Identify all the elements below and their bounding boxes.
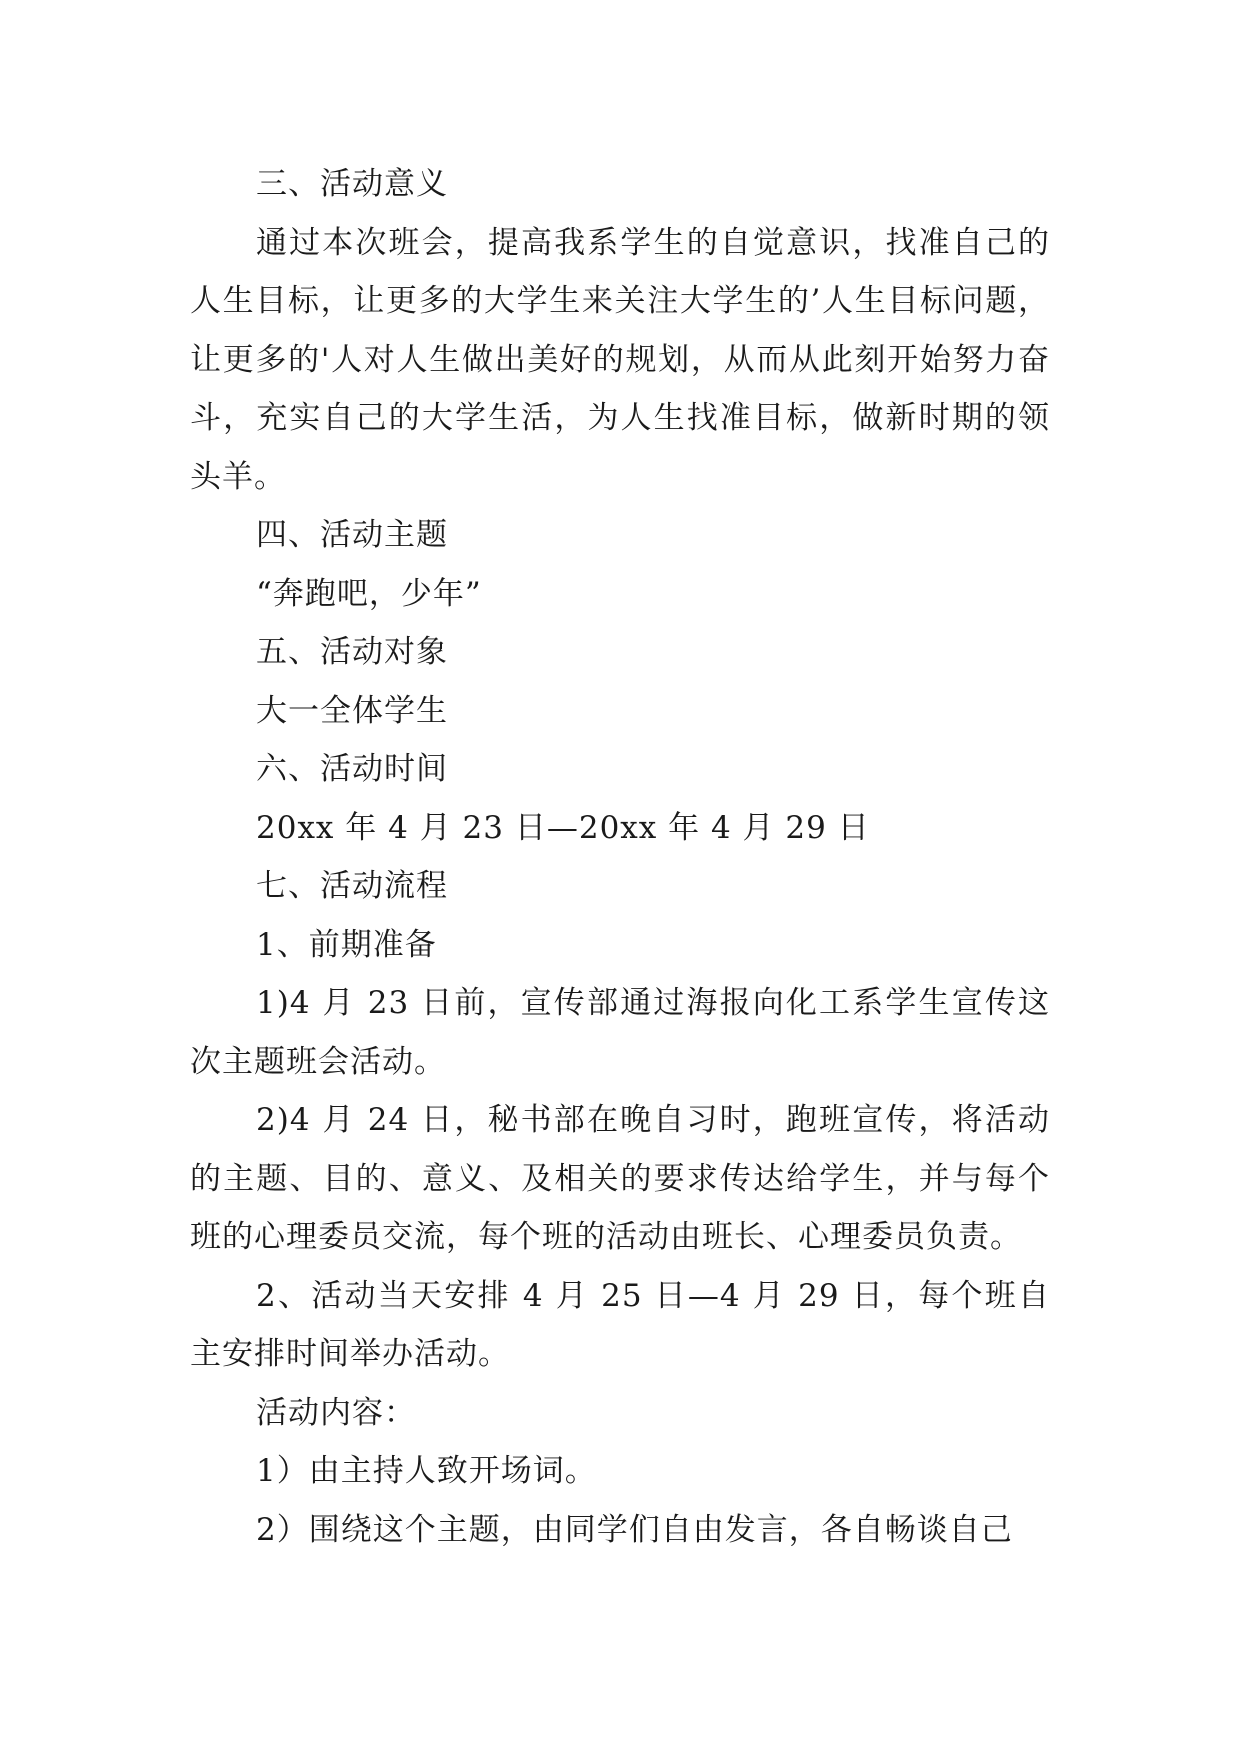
paragraph-theme: “奔跑吧，少年” — [256, 575, 482, 612]
section-heading-process: 七、活动流程 — [256, 868, 448, 904]
section-heading-significance: 三、活动意义 — [256, 166, 448, 202]
section-heading-audience: 五、活动对象 — [256, 634, 448, 670]
paragraph-day-arrangement: 2、活动当天安排 4 月 25 日—4 月 29 日，每个班自主安排时间举办活动。 — [190, 1277, 1050, 1372]
paragraph-prep-item-1: 1)4 月 23 日前，宣传部通过海报向化工系学生宣传这次主题班会活动。 — [190, 985, 1050, 1080]
section-heading-theme: 四、活动主题 — [256, 517, 448, 553]
paragraph-time: 20xx 年 4 月 23 日—20xx 年 4 月 29 日 — [256, 809, 870, 846]
paragraph-content-item-2: 2）围绕这个主题，由同学们自由发言，各自畅谈自己 — [256, 1511, 1013, 1548]
paragraph-content-item-1: 1）由主持人致开场词。 — [256, 1453, 597, 1489]
section-heading-time: 六、活动时间 — [256, 751, 448, 787]
paragraph-prep-item-2: 2)4 月 24 日，秘书部在晚自习时，跑班宣传，将活动的主题、目的、意义、及相关的要求传达给学生，并与每个班的心理委员交流，每个班的活动由班长、心理委员负责。 — [190, 1102, 1050, 1255]
paragraph-audience: 大一全体学生 — [256, 692, 448, 729]
subheading-content: 活动内容： — [256, 1394, 416, 1431]
paragraph-significance: 通过本次班会，提高我系学生的自觉意识，找准自己的人生目标，让更多的大学生来关注大学生的’人生目标问题，让更多的'人对人生做出美好的规划，从而从此刻开始努力奋斗，充实自己的大学生活，为人生找准目标，做新时期的领头羊。 — [190, 224, 1050, 495]
document-body — [190, 155, 1050, 1559]
subheading-preparation: 1、前期准备 — [256, 926, 437, 963]
